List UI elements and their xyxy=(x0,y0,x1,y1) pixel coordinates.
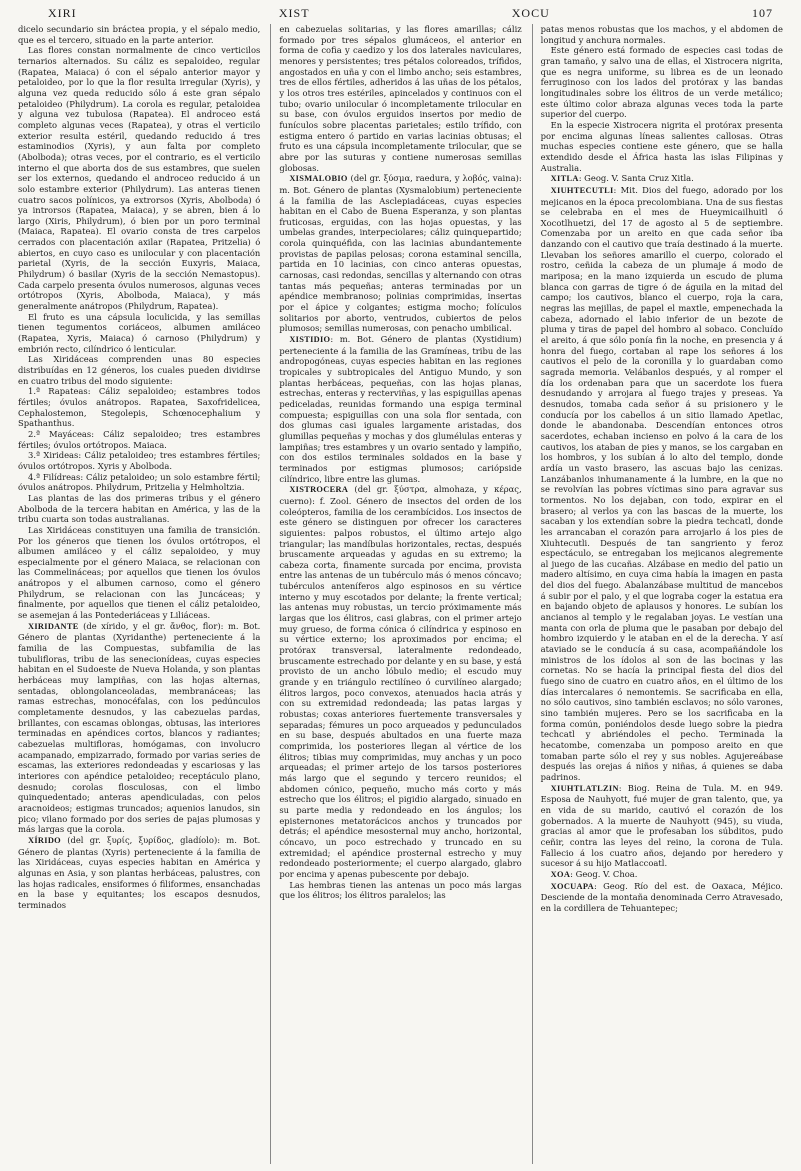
entry-text: : Geog. Río del est. de Oaxaca, Méjico. Desciende de la montaña denominada Cerro Atravesado, en la cordillera de Tehuantepec; xyxy=(540,880,783,913)
paragraph xyxy=(541,45,783,120)
paragraph xyxy=(18,450,260,471)
entry-text: En la especie Xistrocera nigrita el protórax presenta por encima algunas líneas salientes callosas. Otras muchas especies contiene este género, que se halla extendido desde el África hasta las islas Filipinas y Australia. xyxy=(540,119,783,173)
entry-headword: XIUHTLATLZIN xyxy=(550,783,619,793)
paragraph xyxy=(18,24,260,45)
paragraph xyxy=(18,312,260,355)
paragraph xyxy=(18,386,260,429)
entry-text: en cabezuelas solitarias, y las flores amarillas; cáliz formado por tres sépalos glumáceos, el anterior en forma de cofia y caedizo y los dos laterales naviculares, menores y persistentes; tres pétalos coloreados, trífidos, angostados en uña y con el limbo ancho; seis estambres, tres de ellos fértiles, adheridos á las uñas de los pétalos, y los otros tres estériles, apincelados y continuos con el tubo; ovario unilocular ó incompletamente trilocular en su base, con óvulos erguidos insertos por medio de funículos sobre placentas parietales; estilo trífido, con estigma entero ó partido en varias lacinias obtusas; el fruto es una cápsula incompletamente trilocular, que se abre por las suturas y contiene numerosas semillas globosas. xyxy=(279,24,522,173)
entry-text: Las Xiridáceas constituyen una familia de transición. Por los géneros que tienen los óvulos ortótropos, el albumen amiláceo y el cáliz sepaloideo, y muy especialmente por el género Maiaca, se relacionan con las Commelináceas; por aquellos que tienen los óvulos anátropos y el albumen carnoso, como el género Philydrum, se relacionan con las Juncáceas; y finalmente, por aquellos que tienen el cáliz petaloideo, se asemejan á las Pontederiáceas y Liliáceas. xyxy=(18,524,261,621)
paragraph xyxy=(18,493,260,525)
column-left xyxy=(18,24,260,1164)
entry-headword: XOA xyxy=(550,869,571,879)
entry-text: (de xírido, y el gr. ἄνθος, flor): m. Bot. Género de plantas (Xyridanthe) perteneciente á la familia de las Compuestas, subfamilia de las tubulifloras, tribu de las senecionídeas, cuyas especies habitan en el Sudoeste de Nueva Holanda, y son plantas herbáceas muy lampiñas, con las hojas alternas, sentadas, oblongolanceoladas, membranáceas; las ramas estrechas, monocéfalas, con los pedúnculos completamente desnudos, y las cabezuelas pardas, brillantes, con escamas oblongas, obtusas, las interiores terminadas en apéndices cortos, blancos y radiantes; cabezuelas multifloras, homógamas, con involucro acampanado, empizarrado, formado por varias series de escamas, las exteriores redondeadas y escariosas y las interiores con apéndice petaloideo; receptáculo plano, desnudo; corolas flosculosas, con el limbo quinquedentado; anteras apendiculadas, con pelos aracnoideos; estigmas truncados; aquenios lanudos, sin pico; vilano formado por dos series de pajas plumosas y más largas que la corola. xyxy=(18,620,261,835)
entry-headword: XOCUAPA xyxy=(550,881,595,891)
entry-headword: XISMALOBIO xyxy=(289,174,348,184)
paragraph xyxy=(18,525,260,621)
dictionary-entry xyxy=(541,783,783,869)
entry-text: El fruto es una cápsula loculicida, y las semillas tienen tegumentos coriáceos, albumen amiláceo (Rapatea, Xyris, Maiaca) ó carnoso (Philydrum) y embrión recto, cilíndrico ó lenticular. xyxy=(18,311,261,354)
paragraph xyxy=(279,24,521,173)
entry-headword: XISTROCERA xyxy=(289,485,349,495)
entry-text: dicelo secundario sin bráctea propia, y el sépalo medio, que es el tercero, situado en la parte anterior. xyxy=(18,24,261,45)
header-center-guideword: XIST xyxy=(278,6,310,20)
paragraph xyxy=(541,24,783,45)
paragraph xyxy=(18,354,260,386)
entry-headword: XITLA xyxy=(550,174,579,184)
column-middle xyxy=(270,24,521,1164)
paragraph xyxy=(18,429,260,450)
header-right-guideword: XOCU xyxy=(511,6,550,20)
entry-headword: XISTIDIO xyxy=(289,335,331,345)
entry-headword: XIUHTECUTLI xyxy=(550,185,614,195)
dictionary-entry xyxy=(279,484,521,879)
entry-text: Las hembras tienen las antenas un poco más largas que los élitros; los élitros paralelos; las xyxy=(279,879,522,901)
entry-text: patas menos robustas que los machos, y el abdomen de longitud y anchura normales. xyxy=(540,24,783,45)
dictionary-entry xyxy=(541,881,783,914)
paragraph xyxy=(279,880,521,901)
entry-text: Las flores constan normalmente de cinco verticilos ternarios alternados. Su cáliz es sepaloideo, regular (Rapatea, Maiaca) ó con el sépalo anterior mayor y petaloideo, por lo que la flor resulta irregular (Xyris), y alguna vez queda reducido sólo á este gran sépalo petaloideo (Philydrum). La corola es regular, petaloidea y alguna vez tubulosa (Rapatea). El androceo está completo algunas veces (Rapatea), y otras el verticilo exterior resulta estéril, quedando reducido á tres estaminodios (Xyris), y aun falta por completo (Abolboda); otras veces, por el contrario, es el verticilo interno el que aborta dos de sus estambres, que suelen ser los externos, quedando el androceo reducido á un solo estambre exterior (Philydrum). Las anteras tienen cuatro sacos polínicos, ya extrorsos (Xyris, Abolboda) ó ya introrsos (Rapatea, Maiaca), y se abren, bien á lo largo (Xiris, Philydrum), ó bien por un poro terminal (Maiaca, Rapatea). El ovario consta de tres carpelos cerrados con placentación axilar (Rapatea, Pritzelia) ó abiertos, en cuyo caso es unilocular y con placentación parietal (Xyris, de la sección Euxyris, Maiaca, Philydrum) ó basilar (Xyris de la sección Nemastopus). Cada carpelo presenta óvulos numerosos, algunas veces ortótropos (Xyris, Abolboda, Maiaca), y más generalmente anátropos (Philydrum, Rapatea). xyxy=(18,45,261,312)
running-header xyxy=(18,6,783,22)
text-columns xyxy=(18,24,783,1164)
entry-text: 2.ª Mayáceas: Cáliz sepaloideo; tres estambres fértiles; óvulos ortótropos. Maiaca. xyxy=(18,428,261,450)
entry-text: : Geog. V. Choa. xyxy=(570,868,638,879)
entry-headword: XIRIDANTE xyxy=(28,621,79,631)
entry-text: (del gr. ξυρίς, ξυρίδος, gladíolo): m. Bot. Género de plantas (Xyris) perteneciente á la familia de las Xiridáceas, cuyas especies habitan en América y algunas en Asia, y son plantas herbáceas, palustres, con las hojas radicales, ensiformes ó filiformes, ensanchadas en la base y equitantes; los escapos desnudos, terminados xyxy=(18,834,261,910)
entry-text: : Biog. Reina de Tula. M. en 949. Esposa de Nauhyott, fué mujer de gran talento, que, ya en vida de su marido, cautivó el corazón de los gobernados. A la muerte de Nauhyott (945), su viuda, gracias al amor que le profesaban los súbditos, pudo ceñir, contra las leyes del reino, la corona de Tula. Fallecio á los cuatro años, dejando por heredero y sucesor á su hijo Matlaccoatl. xyxy=(540,782,783,869)
entry-text: : Mit. Dios del fuego, adorado por los mejicanos en la época precolombiana. Una de sus fiestas se celebraba en el mes de Hueymicailhuitl ó Xocotlhuetzi, del 17 de agosto al 5 de septiembre. Comenzaba por un areito en que cada señor iba danzando con el cautivo que traía destinado á la muerte. Llevaban los señores amarillo el cuerpo, colorado el rostro, ceñida la cabeza de un plumaje á modo de mariposa; en la mano izquierda un escudo de pluma blanca con garras de tigre ó de águila en la mitad del campo; los cautivos, blanco el cuerpo, roja la cara, negras las mejillas, de papel el maxtle, empenechada la cabeza, adornado el labio inferior de un bezote de pluma y tiras de papel del hombro al sobaco. Concluído el areito, á que sólo ponía fin la noche, en presencia y á honra del fuego, cortaban al rape los señores á los cautivos el pelo de la coronilla y lo guardaban como sagrada memoria. Velábanlos después, y al romper el día los ordenaban para que un sacerdote los fuera desnudando y arrojara al fuego trajes y preseas. Ya desnudos, tomaba cada señor á su prisionero y le conducía por los cabellos á un sitio llamado Apetlac, donde le abandonaba. Descendían entonces otros sacerdotes, echaban incienso en polvo á la cara de los cautivos, los ataban de pies y manos, se los cargaban en los hombros, y los subían á lo alto del templo, donde ardía un vasto brasero, las ascuas bajo las cenizas. Lanzábanlos inhumanamente á la lumbre, en la que no se revolvían las pobres víctimas sino para agravar sus tormentos. No los dejaban, con todo, expirar en el brasero; al verlos ya con las bascas de la muerte, los sacaban y los extendían sobre la piedra techcatl, donde les arrancaban el corazón para arrojarlo á los pies de Xiuhtecutli. Después de tan sangriento y feroz espectáculo, se entregaban los mejicanos alegremente al juego de las cucañas. Alzábase en medio del patio un madero altísimo, en cuya cima había la imagen en pasta del dios del fuego. Abalanzábase multitud de mancebos á subir por el palo, y el que lograba coger la estatua era en bajando objeto de aplausos y honores. Le subían los ancianos al templo y le regalaban joyas. Le vestían una manta con orla de pluma que le pasaban por debajo del hombro izquierdo y le ataban en el de la derecha. Y así ataviado se le conducía á su casa, acompañándole los ministros de los ídolos al son de las bocinas y las cornetas. No se hacía la principal fiesta del dios del fuego sino de cuatro en cuatro años, en el último de los días intercalares ó nemontemis. Se sacrificaba en ella, no sólo cautivos, sino también esclavos; no sólo varones, sino también mujeres. Pero se los sacrificaba en la forma común, poniéndolos desde luego sobre la piedra techcatl y abriéndoles el pecho. Terminada la hecatombe, comenzaba un pomposo areito en que tomaban parte sólo el rey y sus nobles. Agujereábase después las orejas á niños y niñas, á quienes se daba padrinos. xyxy=(540,184,783,782)
entry-headword: XÍRIDO xyxy=(28,835,61,845)
entry-text: Las Xiridáceas comprenden unas 80 especies distribuídas en 12 géneros, los cuales pueden dividirse en cuatro tribus del modo siguiente: xyxy=(18,354,261,386)
entry-text: (del gr. ξύσμα, raedura, y λοβός, vaina): m. Bot. Género de plantas (Xysmalobium) perteneciente á la familia de las Asclepiadáceas, cuyas especies habitan en el Cabo de Buena Esperanza, y son plantas fruticosas, erguidas, con las hojas opuestas, y las umbelas grandes, interpeciolares; cáliz quinquepartido; corola quinquéfida, con las lacinias abundantemente provistas de papilas pelosas; corona estaminal sencilla, partida en 10 lacinias, con cinco anteras opuestas, carnosas, casi redondas, sencillas y alternando con otras tantas más pequeñas; anteras terminadas por un apéndice membranoso; polinias comprimidas, insertas por el ápice y colgantes; estigma mocho; folículos solitarios por aborto, ventrudos, cubiertos de pelos plumosos; semillas numerosas, con penacho umbilical. xyxy=(279,173,522,334)
entry-text: (del gr. ξύστρα, almohaza, y κέρας, cuerno): f. Zool. Género de insectos del orden de los coleópteros, familia de los cerambícidos. Los insectos de este género se distinguen por ofrecer los caracteres siguientes: palpos robustos, el último artejo algo triangular; las mandíbulas horizontales, rectas, después bruscamente arqueadas y agudas en su extremo; la cabeza corta, finamente surcada por encima, provista entre las antenas de un tubérculo más ó menos cóncavo; tubérculos anteníferos algo espinosos en su vértice interno y muy escotados por delante; la frente vertical; las antenas muy robustas, un tercio próximamente más largas que los élitros, casi glabras, con el primer artejo muy grueso, de forma cónica ó cilíndrica y espinoso en su vértice externo; los aproximados por encima; el protórax transversal, lateralmente redondeado, bruscamente estrechado por delante y en su base, y está provisto de un ancho lóbulo medio; el escudo muy grande y en triángulo rectilíneo ó curvilíneo alargado; élitros largos, poco convexos, atenuados hacia atrás y con su extremidad redondeada; las patas largas y robustas; coxas anteriores fuertemente transversales y separadas; fémures un poco arqueados y pedunculados en su base, después abultados en una fuerte maza comprimida, los posteriores llegan al vértice de los élitros; tibias muy comprimidas, muy anchas y un poco arqueadas; el primer artejo de los tarsos posteriores más largo que el segundo y tercero reunidos; el abdomen cónico, pequeño, mucho más corto y más estrecho que los élitros; el pigidio alargado, sinuado en su parte media y redondeado en los ángulos; los episternones metatorácicos anchos y truncados por detrás; el apéndice mesosternal muy ancho, horizontal, cóncavo, un poco estrechado y truncado en su extremidad; el apéndice prosternal estrecho y muy redondeado posteriormente; el cuerpo alargado, glabro por encima y apenas pubescente por debajo. xyxy=(279,484,522,879)
dictionary-entry xyxy=(541,869,783,881)
dictionary-entry xyxy=(279,173,521,334)
entry-text: : m. Bot. Género de plantas (Xystidium) perteneciente á la familia de las Gramíneas, tribu de las andropogóneas, cuyas especies habitan en las regiones tropicales y subtropicales del Antiguo Mundo, y son plantas herbáceas, pequeñas, con las hojas planas, estrechas, enteras y recterviñas, y las espiguillas apenas pediceladas, reunidas formando una espiga terminal compuesta; espiguillas con una sola flor sentada, con dos glumas casi iguales largamente aristadas, dos glumillas pequeñas y mochas y dos glumélulas enteras y lampiñas; tres estambres y un ovario sentado y lampiño, con dos estilos terminales soldados en la base y terminados por estigmas plumosos; cariópside cilíndrico, libre entre las glumas. xyxy=(279,334,522,484)
entry-text: 4.ª Filídreas: Cáliz petaloideo; un solo estambre fértil; óvulos anátropos. Philydrum, Pritzelia y Helmholtzia. xyxy=(18,471,261,493)
dictionary-entry xyxy=(18,621,260,835)
dictionary-entry xyxy=(279,334,521,484)
entry-text: 1.ª Rapateas: Cáliz sepaloideo; estambres todos fértiles; óvulos anátropos. Rapatea, Saxofridelicea, Cephalostemon, Stegolepis, Schœnocephalium y Spathanthus. xyxy=(18,386,261,429)
dictionary-entry xyxy=(541,173,783,185)
paragraph xyxy=(18,472,260,493)
dictionary-entry xyxy=(18,835,260,911)
page-number: 107 xyxy=(751,6,773,20)
dictionary-entry xyxy=(541,185,783,783)
entry-text: : Geog. V. Santa Cruz Xitla. xyxy=(578,173,694,184)
paragraph xyxy=(541,120,783,173)
entry-text: 3.ª Xirideas: Cáliz petaloideo; tres estambres fértiles; óvulos ortótropos. Xyris y Abolboda. xyxy=(18,450,261,471)
header-left-guideword: XIRI xyxy=(48,6,77,20)
entry-text: Las plantas de las dos primeras tribus y el género Abolboda de la tercera habitan en América, y las de la tribu cuarta son todas australianas. xyxy=(18,492,261,525)
entry-text: Este género está formado de especies casi todas de gran tamaño, y salvo una de ellas, el Xistrocera nigrita, que es negra uniforme, su librea es de un leonado ferruginoso con los lados del protórax y las bandas longitudinales sobre los élitros de un verde metálico; este último color abraza algunas veces toda la parte superior del cuerpo. xyxy=(540,45,783,120)
paragraph xyxy=(18,45,260,311)
column-right xyxy=(532,24,783,1164)
